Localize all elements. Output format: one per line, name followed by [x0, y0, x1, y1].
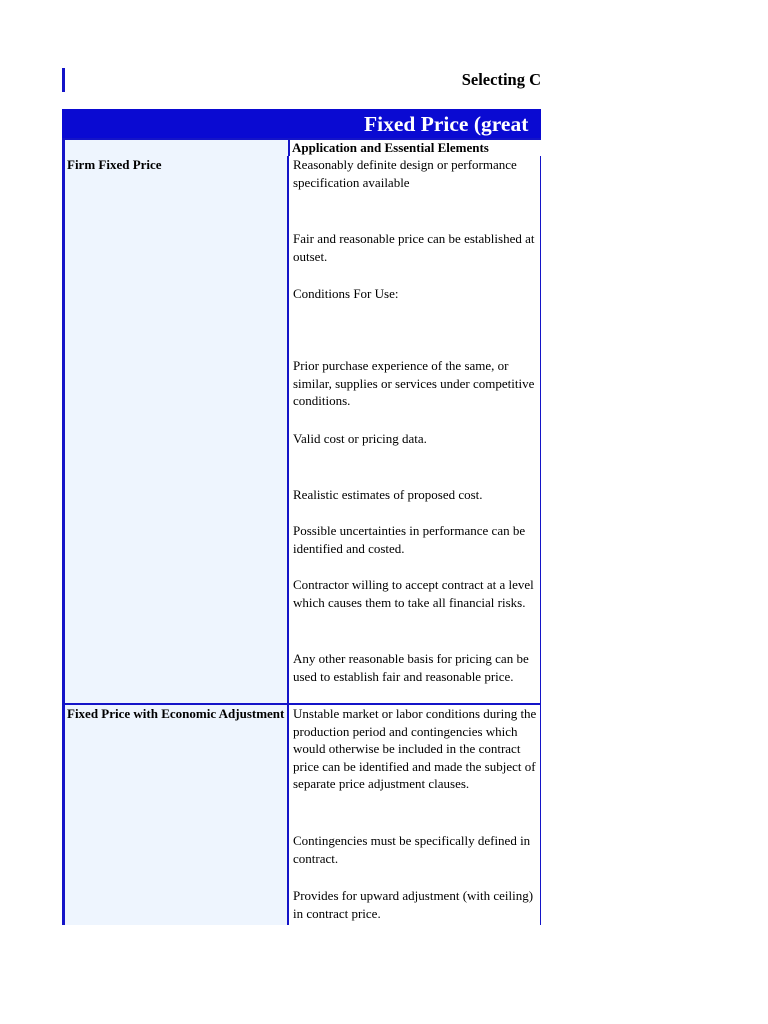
- row-label: Firm Fixed Price: [62, 156, 289, 703]
- element-paragraph: Realistic estimates of proposed cost.: [293, 487, 483, 502]
- empty-header-cell: [62, 138, 289, 156]
- column-header-row: [62, 138, 541, 156]
- row-label: Fixed Price with Economic Adjustment: [62, 705, 289, 925]
- row-elements-cell: [287, 705, 541, 925]
- element-paragraph: Valid cost or pricing data.: [293, 431, 427, 446]
- contract-type-table: [62, 109, 541, 925]
- element-paragraph: Conditions For Use:: [293, 286, 399, 301]
- element-paragraph: Unstable market or labor conditions during the production period and contingencies which would otherwise be included in the contract price can be identified and made the subject of separate price adjustment clauses.: [293, 706, 537, 791]
- table-row: [62, 705, 541, 925]
- element-paragraph: Prior purchase experience of the same, or similar, supplies or services under competitive conditions.: [293, 358, 535, 408]
- element-paragraph: Any other reasonable basis for pricing can be used to establish fair and reasonable price.: [293, 651, 529, 684]
- page-title: Selecting C: [461, 70, 541, 89]
- row-elements-cell: [287, 156, 541, 703]
- element-paragraph: Reasonably definite design or performance specification available: [293, 157, 517, 190]
- element-paragraph: Contractor willing to accept contract at a level which causes them to take all financial risks.: [293, 577, 534, 610]
- element-paragraph: Possible uncertainties in performance can be identified and costed.: [293, 523, 526, 556]
- element-paragraph: Fair and reasonable price can be established at outset.: [293, 231, 535, 264]
- element-paragraph: Contingencies must be specifically defined in contract.: [293, 833, 531, 866]
- table-row: [62, 156, 541, 705]
- column-header-application: Application and Essential Elements: [288, 138, 541, 158]
- table-banner: [62, 109, 541, 138]
- element-paragraph: Provides for upward adjustment (with ceiling) in contract price.: [293, 888, 534, 921]
- banner-title: Fixed Price (great: [364, 112, 529, 136]
